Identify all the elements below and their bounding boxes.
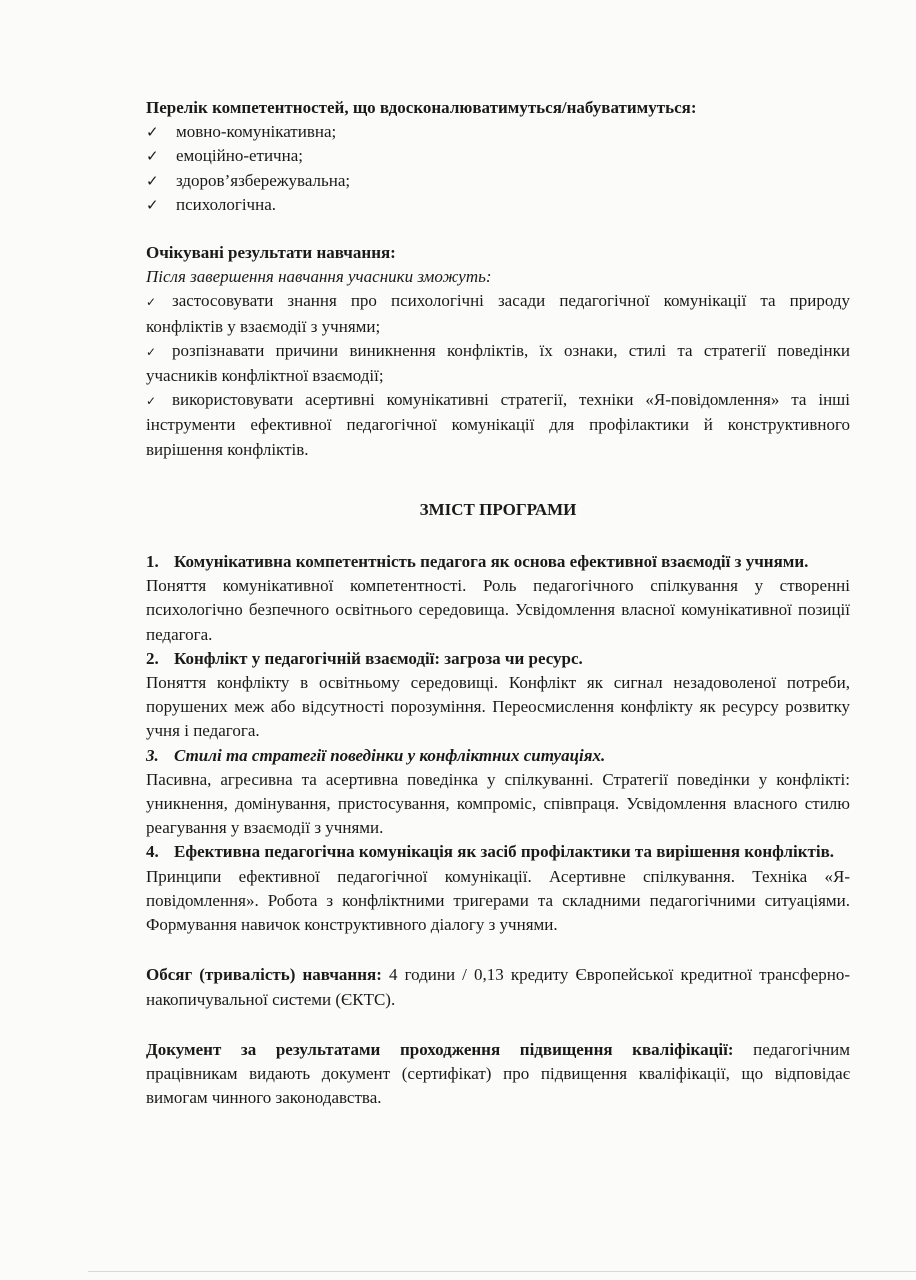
competencies-list <box>146 120 850 217</box>
checkmark-icon: ✓ <box>146 171 159 190</box>
document-label: Документ за результатами проходження підвищення кваліфікації: <box>146 1039 734 1059</box>
checkmark-icon: ✓ <box>146 344 157 359</box>
list-item: ✓ здоров’язбережувальна; <box>146 169 850 193</box>
results-heading: Очікувані результати навчання: <box>146 243 396 263</box>
checkmark-icon: ✓ <box>146 394 157 409</box>
topic-body: Поняття комунікативної компетентності. Роль педагогічного спілкування у створенні психологічно безпечного освітнього середовища. Усвідомлення власної комунікативної позиції педагога. <box>146 576 850 644</box>
topic-title: 4. Ефективна педагогічна комунікація як засіб профілактики та вирішення конфліктів. <box>146 842 835 862</box>
list-item: ✓ мовно-комунікативна; <box>146 120 850 144</box>
program-heading: ЗМІСТ ПРОГРАМИ <box>419 499 577 519</box>
checkmark-icon: ✓ <box>146 195 159 214</box>
duration-label: Обсяг (тривалість) навчання: <box>146 965 382 985</box>
duration-paragraph <box>146 963 850 1011</box>
document-page <box>146 96 850 1110</box>
checkmark-icon: ✓ <box>146 295 157 310</box>
topic-body: Пасивна, агресивна та асертивна поведінка у спілкуванні. Стратегії поведінки у конфлікті: уникнення, домінування, пристосування, компроміс, співпраця. Усвідомлення власного стилю реагування у взаємодії з учнями. <box>146 769 850 838</box>
scan-edge-line <box>88 1271 916 1272</box>
list-item: ✓ психологічна. <box>146 193 850 217</box>
result-item: ✓ використовувати асертивні комунікативні стратегії, техніки «Я-повідомлення» та інші інструменти ефективної педагогічної комунікації для профілактики й конструктивного вирішення конфліктів. <box>146 390 850 459</box>
topic-title: 2. Конфлікт у педагогічній взаємодії: загроза чи ресурс. <box>146 648 583 668</box>
document-value: педагогічним працівникам видають документ (сертифікат) про підвищення кваліфікації, що відповідає вимогам чинного законодавства. <box>146 1039 850 1108</box>
results-intro: Після завершення навчання учасники зможуть: <box>146 267 492 287</box>
list-item: ✓ емоційно-етична; <box>146 144 850 168</box>
duration-value: 4 години / 0,13 кредиту Європейської кредитної трансферно-накопичувальної системи (ЄКТС). <box>146 965 851 1009</box>
document-paragraph <box>146 1038 850 1111</box>
result-item: ✓ застосовувати знання про психологічні засади педагогічної комунікації та природу конфліктів у взаємодії з учнями; <box>146 291 850 336</box>
topic-title: 1. Комунікативна компетентність педагога як основа ефективної взаємодії з учнями. <box>146 552 809 572</box>
result-item: ✓ розпізнавати причини виникнення конфліктів, їх ознаки, стилі та стратегії поведінки учасників конфліктної взаємодії; <box>146 340 850 386</box>
topic-title: 3. Стилі та стратегії поведінки у конфліктних ситуаціях. <box>146 745 606 765</box>
topic-body: Принципи ефективної педагогічної комунікації. Асертивне спілкування. Техніка «Я-повідомлення». Робота з конфліктними тригерами та складними педагогічними ситуаціями. Формування навичок конструктивного діалогу з учнями. <box>146 866 850 935</box>
competencies-heading: Перелік компетентностей, що вдосконалюватимуться/набуватимуться: <box>146 98 697 117</box>
checkmark-icon: ✓ <box>146 123 159 142</box>
topic-body: Поняття конфлікту в освітньому середовищі. Конфлікт як сигнал незадоволеної потреби, порушених меж або відсутності порозуміння. Переосмислення конфлікту як ресурсу розвитку учня і педагога. <box>146 673 850 741</box>
checkmark-icon: ✓ <box>146 147 159 166</box>
